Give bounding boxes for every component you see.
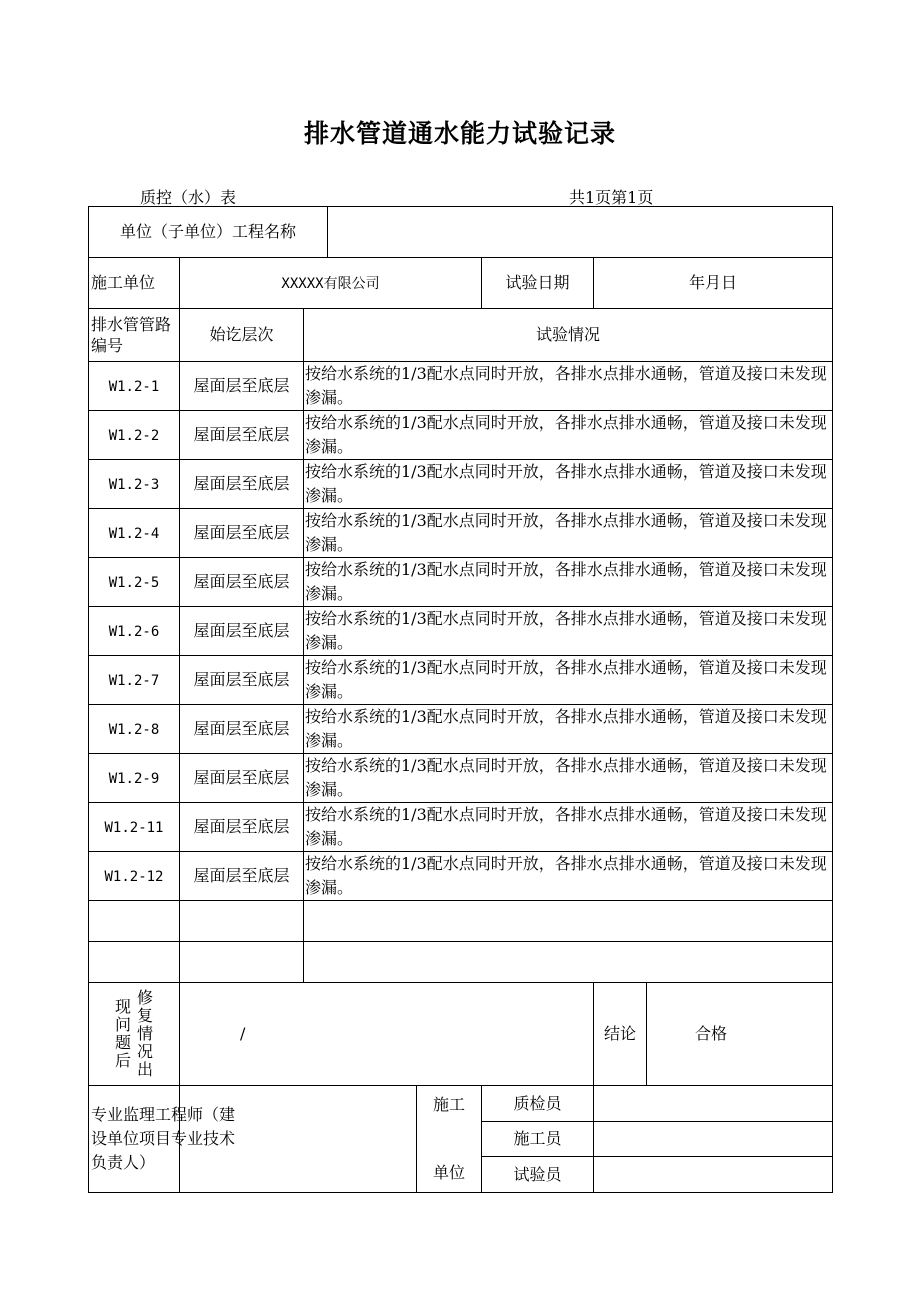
issues-label-char: 后 [114,1051,131,1070]
project-label: 单位（子单位）工程名称 [89,207,328,258]
builder-value[interactable] [180,258,482,309]
table-row [89,460,833,509]
empty-cell[interactable] [89,942,180,983]
table-row [89,558,833,607]
test-condition-cell: 按给水系统的1/3配水点同时开放，各排水点排水通畅，管道及接口未发现渗漏。 [304,558,833,607]
header-test-condition: 试验情况 [304,309,833,362]
test-condition-cell: 按给水系统的1/3配水点同时开放，各排水点排水通畅，管道及接口未发现渗漏。 [304,411,833,460]
role-quality-inspector-signature[interactable] [594,1086,833,1122]
header-row [89,309,833,362]
conclusion-label: 结论 [594,983,647,1086]
form-code: 质控（水）表 [140,188,237,207]
record-table [88,206,833,1193]
floor-range-cell: 屋面层至底层 [180,803,304,852]
page-title: 排水管道通水能力试验记录 [303,119,616,148]
builder-label: 施工单位 [89,258,180,309]
empty-cell[interactable] [304,901,833,942]
test-condition-cell: 按给水系统的1/3配水点同时开放，各排水点排水通畅，管道及接口未发现渗漏。 [304,852,833,901]
test-condition-cell: 按给水系统的1/3配水点同时开放，各排水点排水通畅，管道及接口未发现渗漏。 [304,705,833,754]
pipe-no-cell [89,411,180,460]
issues-label-stack [89,989,179,1079]
issues-value[interactable]: / [180,983,594,1086]
issues-label-char: 况 [137,1042,154,1061]
pipe-no-cell [89,656,180,705]
pipe-no: W1.2-3 [108,476,160,493]
pipe-no: W1.2-2 [108,427,160,444]
pipe-no: W1.2-11 [104,819,164,836]
floor-range-cell: 屋面层至底层 [180,558,304,607]
floor-range-cell: 屋面层至底层 [180,362,304,411]
conclusion-value[interactable]: 合格 [647,983,833,1086]
table-row [89,656,833,705]
table-row [89,852,833,901]
pipe-no-cell [89,607,180,656]
pipe-no: W1.2-6 [108,623,160,640]
issues-label-char: 问 [114,1015,131,1034]
floor-range-cell: 屋面层至底层 [180,705,304,754]
empty-row [89,901,833,942]
pipe-no: W1.2-4 [108,525,160,542]
project-value[interactable] [328,207,833,258]
supervisor-label [89,1086,236,1193]
pipe-no-cell [89,705,180,754]
issues-label-char: 复 [137,1006,154,1025]
role-constructor: 施工员 [482,1122,594,1157]
role-constructor-signature[interactable] [594,1122,833,1157]
test-condition-cell: 按给水系统的1/3配水点同时开放，各排水点排水通畅，管道及接口未发现渗漏。 [304,509,833,558]
issues-label-char: 修 [137,988,154,1007]
empty-cell[interactable] [180,942,304,983]
table-row [89,803,833,852]
table-row [89,754,833,803]
issues-label-char: 出 [137,1060,154,1079]
page-info: 共1页第1页 [569,188,654,207]
supervisor-label-text: 专业监理工程师（建设单位项目专业技术负责人） [91,1105,236,1172]
pipe-no-cell [89,803,180,852]
construction-label-bottom: 单位 [433,1163,466,1182]
pipe-no-cell [89,852,180,901]
test-date-value[interactable]: 年月日 [594,258,833,309]
role-quality-inspector: 质检员 [482,1086,594,1122]
empty-row [89,942,833,983]
issues-label-col1 [115,998,131,1079]
table-row [89,607,833,656]
test-date-label: 试验日期 [482,258,594,309]
pipe-no-cell [89,558,180,607]
table-row [89,411,833,460]
issues-label-char: 题 [114,1033,131,1052]
empty-cell[interactable] [304,942,833,983]
table-row [89,362,833,411]
project-row [89,207,833,258]
floor-range-cell: 屋面层至底层 [180,656,304,705]
issues-label-char: 情 [137,1024,154,1043]
issues-label [89,983,180,1086]
pipe-no-cell [89,509,180,558]
pipe-no: W1.2-1 [108,378,160,395]
pipe-no: W1.2-5 [108,574,160,591]
test-condition-cell: 按给水系统的1/3配水点同时开放，各排水点排水通畅，管道及接口未发现渗漏。 [304,803,833,852]
pipe-no: W1.2-9 [108,770,160,787]
pipe-no: W1.2-8 [108,721,160,738]
test-condition-cell: 按给水系统的1/3配水点同时开放，各排水点排水通畅，管道及接口未发现渗漏。 [304,754,833,803]
floor-range-cell: 屋面层至底层 [180,411,304,460]
pipe-no: W1.2-12 [104,868,164,885]
header-floor-range: 始讫层次 [180,309,304,362]
test-condition-cell: 按给水系统的1/3配水点同时开放，各排水点排水通畅，管道及接口未发现渗漏。 [304,656,833,705]
test-condition-cell: 按给水系统的1/3配水点同时开放，各排水点排水通畅，管道及接口未发现渗漏。 [304,362,833,411]
floor-range-cell: 屋面层至底层 [180,754,304,803]
signoff-row-1 [89,1086,833,1122]
construction-unit-stack [417,1094,481,1184]
builder-row [89,258,833,309]
role-tester-signature[interactable] [594,1157,833,1193]
role-tester: 试验员 [482,1157,594,1193]
floor-range-cell: 屋面层至底层 [180,607,304,656]
floor-range-cell: 屋面层至底层 [180,460,304,509]
construction-unit-label [417,1086,482,1193]
floor-range-cell: 屋面层至底层 [180,509,304,558]
header-pipe-no: 排水管管路编号 [89,309,180,362]
floor-range-cell: 屋面层至底层 [180,852,304,901]
construction-label-top: 施工 [433,1095,466,1114]
pipe-no-cell [89,754,180,803]
test-condition-cell: 按给水系统的1/3配水点同时开放，各排水点排水通畅，管道及接口未发现渗漏。 [304,607,833,656]
pipe-no-cell [89,460,180,509]
issues-label-char: 现 [114,997,131,1016]
test-condition-cell: 按给水系统的1/3配水点同时开放，各排水点排水通畅，管道及接口未发现渗漏。 [304,460,833,509]
issues-row [89,983,833,1086]
pipe-no-cell [89,362,180,411]
empty-cell[interactable] [89,901,180,942]
issues-label-col2 [137,989,153,1079]
pipe-no: W1.2-7 [108,672,160,689]
empty-cell[interactable] [180,901,304,942]
builder-value-text: XXXXX有限公司 [281,275,380,292]
table-row [89,705,833,754]
table-row [89,509,833,558]
